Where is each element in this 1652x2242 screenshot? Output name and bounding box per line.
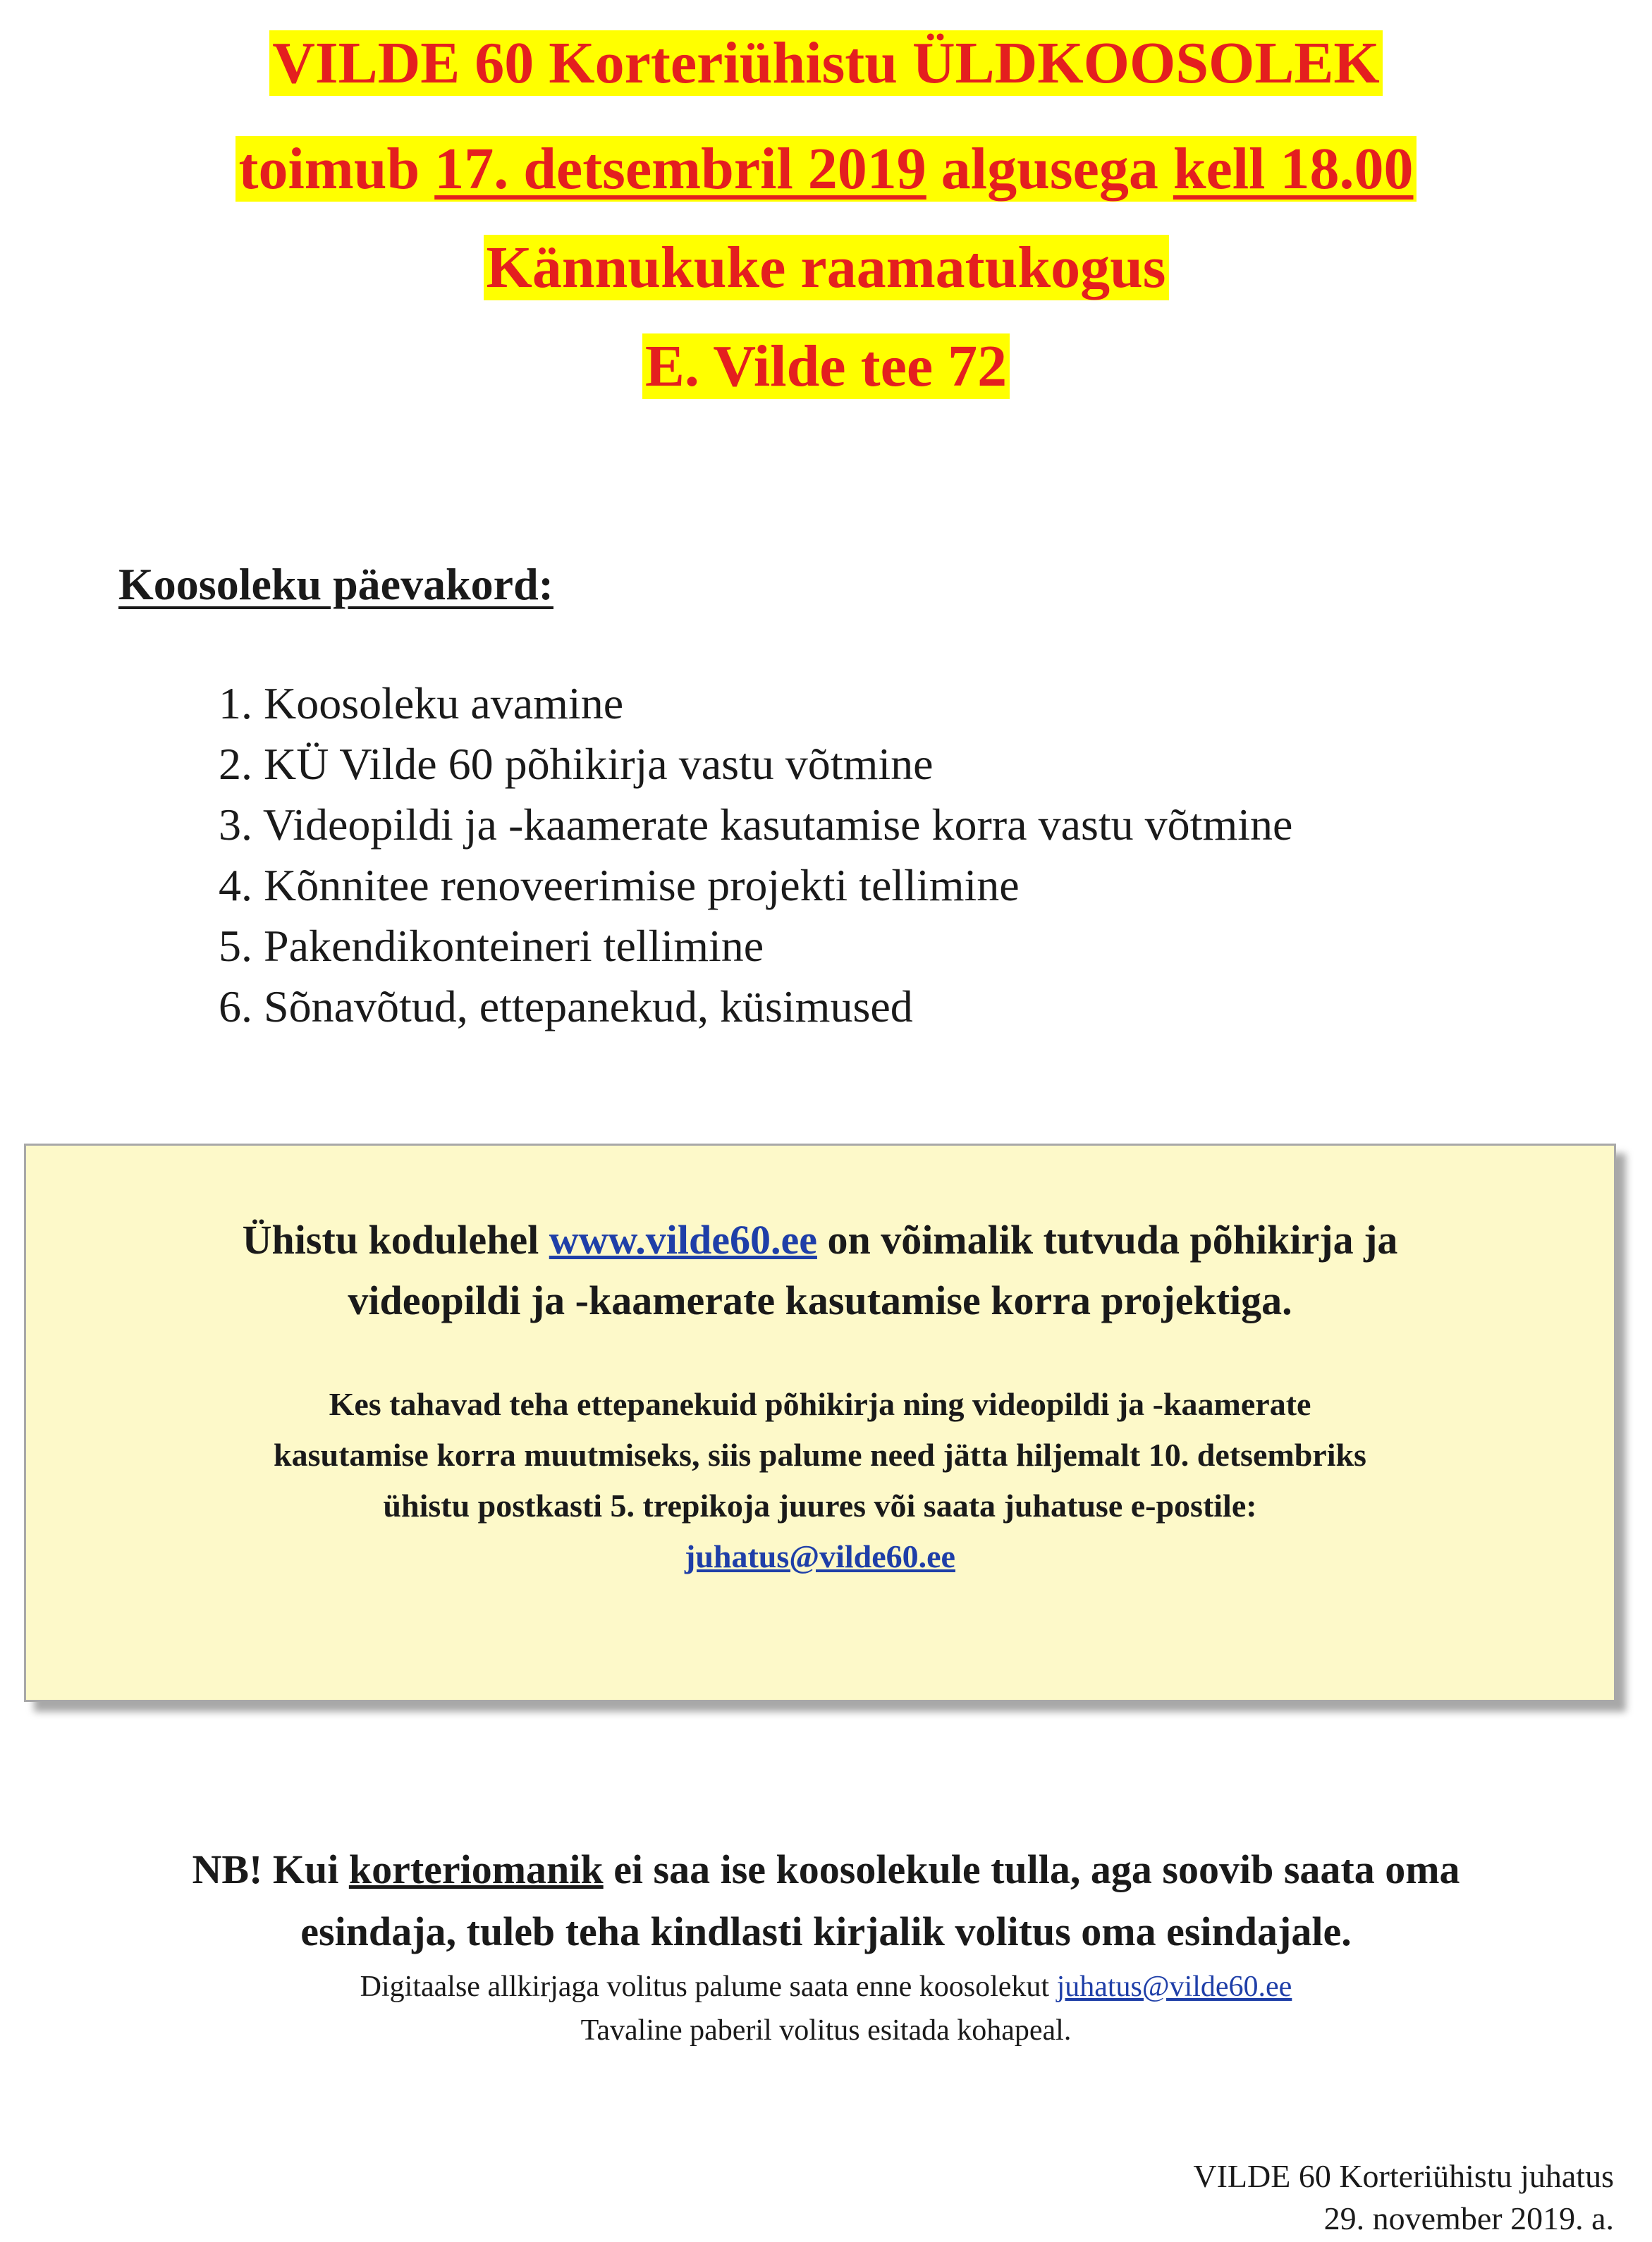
agenda-item: 4. Kõnnitee renoveerimise projekti tellimine <box>219 860 1020 910</box>
agenda-item: 1. Koosoleku avamine <box>219 678 624 728</box>
info-paragraph-2-line-3: ühistu postkasti 5. trepikoja juures või saata juhatuse e-postile: <box>383 1488 1257 1524</box>
agenda-heading: Koosoleku päevakord: <box>118 559 553 609</box>
title-prefix: toimub <box>238 136 435 202</box>
info-paragraph-2-line-2: kasutamise korra muutmiseks, siis palume need jätta hiljemalt 10. detsembriks <box>274 1437 1366 1473</box>
signature-date: 29. november 2019. a. <box>1323 2200 1614 2236</box>
paper-proxy-note: Tavaline paberil volitus esitada kohapeal. <box>580 2014 1072 2047</box>
note-text: Digitaalse allkirjaga volitus palume saata enne koosolekut <box>360 1971 1057 2003</box>
title-line-4 <box>0 324 1652 409</box>
notice-text: ei saa ise koosolekule tulla, aga soovib saata oma <box>603 1846 1460 1892</box>
info-paragraph-2-line-1: Kes tahavad teha ettepanekuid põhikirja ning videopildi ja -kaamerate <box>329 1386 1311 1422</box>
title-association-name: VILDE 60 Korteriühistu ÜLDKOOSOLEK <box>269 30 1383 96</box>
meeting-address: E. Vilde tee 72 <box>642 333 1010 399</box>
title-date-time <box>235 136 1416 202</box>
agenda-item: 5. Pakendikonteineri tellimine <box>219 921 764 971</box>
meeting-venue: Kännukuke raamatukogus <box>484 235 1169 300</box>
meeting-date: 17. detsembril 2019 <box>434 136 926 202</box>
info-text: Ühistu kodulehel <box>242 1217 549 1263</box>
info-paragraph-1-line-1 <box>26 1216 1614 1263</box>
board-email-link[interactable]: juhatus@vilde60.ee <box>685 1538 955 1574</box>
proxy-email-link[interactable]: juhatus@vilde60.ee <box>1056 1971 1292 2003</box>
meeting-time: kell 18.00 <box>1173 136 1414 202</box>
notice-line-1 <box>0 1846 1652 1893</box>
info-email-line <box>26 1538 1614 1575</box>
title-middle: algusega <box>926 136 1173 202</box>
info-paragraph-1-line-2: videopildi ja -kaamerate kasutamise korra projektiga. <box>348 1278 1292 1323</box>
agenda-item: 3. Videopildi ja -kaamerate kasutamise korra vastu võtmine <box>219 800 1293 850</box>
website-link[interactable]: www.vilde60.ee <box>549 1217 817 1263</box>
agenda-list <box>219 673 1292 1037</box>
title-line-1 <box>0 21 1652 106</box>
notice-owner: korteriomanik <box>348 1846 604 1892</box>
notice-text: NB! Kui <box>192 1846 349 1892</box>
agenda-item: 2. KÜ Vilde 60 põhikirja vastu võtmine <box>219 739 934 789</box>
signature-board: VILDE 60 Korteriühistu juhatus <box>1193 2158 1614 2194</box>
digital-proxy-note <box>0 1970 1652 2004</box>
info-text: on võimalik tutvuda põhikirja ja <box>816 1217 1398 1263</box>
notice-line-2: esindaja, tuleb teha kindlasti kirjalik volitus oma esindajale. <box>300 1909 1352 1954</box>
agenda-item: 6. Sõnavõtud, ettepanekud, küsimused <box>219 981 913 1031</box>
title-line-2 <box>0 127 1652 212</box>
info-box <box>24 1144 1616 1702</box>
title-line-3 <box>0 226 1652 310</box>
